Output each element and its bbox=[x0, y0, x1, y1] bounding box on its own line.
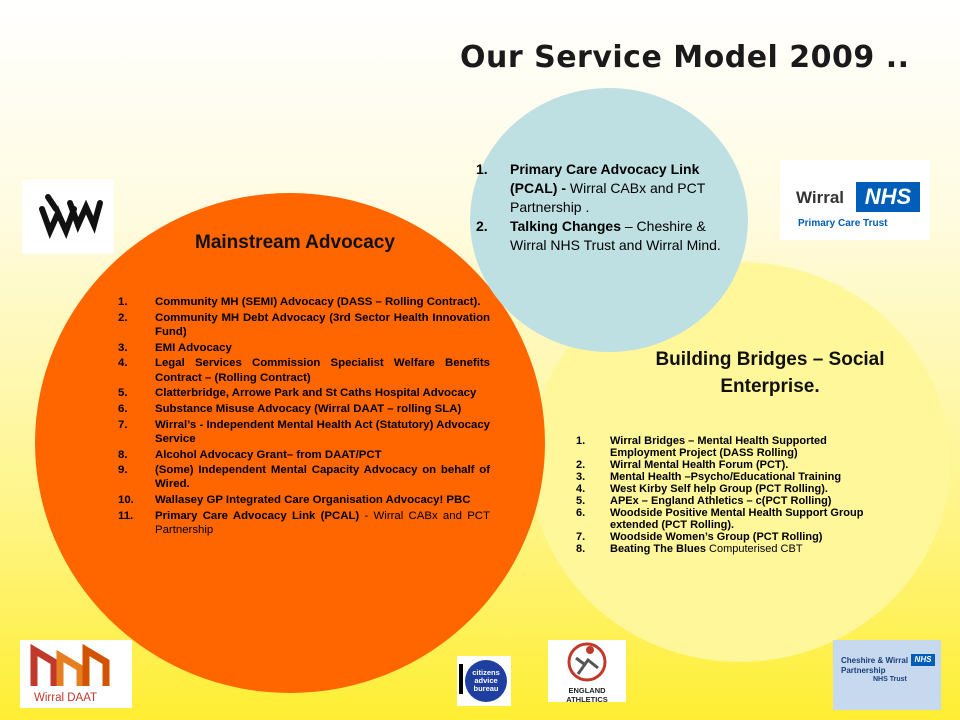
list-item-text: Community MH Debt Advocacy (3rd Sector Health Innovation Fund) bbox=[155, 311, 490, 338]
list-item bbox=[118, 386, 490, 400]
cab-line-3: bureau bbox=[473, 684, 499, 693]
page-title: Our Service Model 2009 .. bbox=[460, 40, 910, 75]
list-item-text: APEx – England Athletics – c(PCT Rolling) bbox=[610, 495, 832, 507]
wirral-nhs-pct-logo bbox=[780, 160, 930, 240]
list-item bbox=[118, 509, 490, 537]
list-item-number: 3. bbox=[118, 341, 128, 354]
list-item-text: West Kirby Self help Group (PCT Rolling). bbox=[610, 483, 828, 495]
england-athletics-logo bbox=[548, 640, 626, 702]
citizens-advice-logo bbox=[457, 656, 511, 706]
list-item-number: 8. bbox=[118, 448, 128, 461]
list-item bbox=[576, 459, 891, 471]
list-item-number: 1. bbox=[576, 435, 586, 447]
cwp-logo-subtitle: NHS Trust bbox=[873, 676, 907, 683]
list-item-number: 4. bbox=[576, 483, 586, 495]
cwp-nhs-badge: NHS bbox=[911, 654, 935, 666]
list-item-text: Wirral’s - Independent Mental Health Act (Statutory) Advocacy Service bbox=[155, 418, 490, 445]
list-item bbox=[576, 507, 891, 531]
cab-circle bbox=[465, 660, 507, 702]
list-item-number: 2. bbox=[118, 311, 128, 324]
list-item bbox=[576, 435, 891, 459]
list-item-number: 5. bbox=[576, 495, 586, 507]
list-item-text: Wallasey GP Integrated Care Organisation Advocacy! PBC bbox=[155, 494, 471, 507]
list-item-text: Wirral Mental Health Forum (PCT). bbox=[610, 459, 789, 471]
list-item-text: Primary Care Advocacy Link (PCAL) - bbox=[510, 161, 700, 196]
list-item-text: Mental Health –Psycho/Educational Training bbox=[610, 471, 842, 483]
building-bridges-heading: Building Bridges – Social Enterprise. bbox=[655, 349, 885, 397]
list-item bbox=[476, 217, 746, 255]
list-item-text: Clatterbridge, Arrowe Park and St Caths Hospital Advocacy bbox=[155, 387, 477, 400]
cab-line-2: advice bbox=[474, 676, 498, 685]
wired-logo-icon bbox=[28, 187, 108, 247]
wirral-daat-logo bbox=[20, 640, 132, 708]
mainstream-heading: Mainstream Advocacy bbox=[195, 232, 395, 253]
list-item-number: 1. bbox=[476, 161, 488, 177]
list-item-detail: Computerised CBT bbox=[705, 543, 803, 555]
list-item bbox=[118, 448, 490, 462]
list-item bbox=[118, 493, 490, 507]
list-item bbox=[576, 483, 891, 495]
list-item-number: 10. bbox=[118, 494, 134, 507]
list-item bbox=[118, 463, 490, 491]
list-item-text: Legal Services Commission Specialist Welfare Benefits Contract – (Rolling Contract) bbox=[155, 357, 490, 384]
ea-logo-text: ENGLAND ATHLETICS bbox=[566, 686, 608, 704]
daat-mark-icon bbox=[20, 640, 132, 690]
list-item bbox=[118, 295, 490, 309]
list-item-text: EMI Advocacy bbox=[155, 341, 232, 354]
list-item-number: 8. bbox=[576, 543, 586, 555]
list-item bbox=[576, 471, 891, 483]
list-item bbox=[476, 160, 746, 217]
list-item-text: Alcohol Advocacy Grant– from DAAT/PCT bbox=[155, 448, 382, 461]
cab-bar-icon bbox=[459, 664, 463, 694]
list-item bbox=[118, 418, 490, 446]
list-item-number: 3. bbox=[576, 471, 586, 483]
list-item bbox=[576, 495, 891, 507]
cwp-logo-text: Cheshire & Wirral Partnership bbox=[841, 656, 909, 675]
daat-logo-text: Wirral DAAT bbox=[34, 692, 98, 704]
list-item-text: Woodside Positive Mental Health Support Group extended (PCT Rolling). bbox=[610, 507, 864, 531]
list-item-number: 6. bbox=[118, 402, 128, 415]
list-item-number: 1. bbox=[118, 296, 128, 308]
cheshire-wirral-partnership-logo bbox=[833, 640, 941, 710]
list-item-text: Wirral Bridges – Mental Health Supported Employment Project (DASS Rolling) bbox=[610, 435, 827, 459]
primary-care-list bbox=[476, 160, 746, 255]
list-item-number: 6. bbox=[576, 507, 586, 519]
list-item bbox=[118, 402, 490, 416]
nhs-logo-subtitle: Primary Care Trust bbox=[798, 218, 888, 229]
athlete-icon bbox=[548, 640, 626, 686]
list-item bbox=[118, 341, 490, 355]
building-bridges-list bbox=[576, 435, 891, 555]
list-item-text: Community MH (SEMI) Advocacy (DASS – Rolling Contract). bbox=[155, 296, 481, 308]
cab-line-1: citizens bbox=[472, 668, 500, 677]
list-item-text: Primary Care Advocacy Link (PCAL) bbox=[155, 509, 360, 522]
list-item bbox=[118, 311, 490, 339]
nhs-badge: NHS bbox=[856, 182, 920, 212]
list-item-number: 11. bbox=[118, 509, 134, 522]
wired-logo bbox=[22, 180, 114, 254]
list-item bbox=[118, 356, 490, 384]
list-item-text: Talking Changes bbox=[510, 218, 621, 234]
list-item-number: 9. bbox=[118, 464, 128, 477]
list-item-detail: Wirral CABx and PCT Partnership . bbox=[510, 180, 705, 215]
list-item-text: Substance Misuse Advocacy (Wirral DAAT – rolling SLA) bbox=[155, 402, 462, 415]
nhs-logo-word: Wirral bbox=[796, 188, 845, 207]
list-item-number: 7. bbox=[576, 531, 586, 543]
list-item bbox=[576, 531, 891, 543]
list-item-number: 2. bbox=[576, 459, 586, 471]
list-item-number: 7. bbox=[118, 418, 128, 431]
list-item-detail: - Wirral CABx and PCT Partnership bbox=[155, 509, 490, 537]
list-item-number: 5. bbox=[118, 387, 128, 400]
list-item-text: (Some) Independent Mental Capacity Advocacy on behalf of Wired. bbox=[155, 464, 490, 491]
list-item-number: 4. bbox=[118, 357, 128, 370]
list-item-number: 2. bbox=[476, 218, 488, 234]
list-item-text: Woodside Women’s Group (PCT Rolling) bbox=[610, 531, 823, 543]
list-item bbox=[576, 543, 891, 555]
mainstream-list bbox=[118, 295, 490, 539]
list-item-detail: – Cheshire & Wirral NHS Trust and Wirral Mind. bbox=[510, 218, 721, 253]
list-item-text: Beating The Blues bbox=[610, 543, 706, 555]
